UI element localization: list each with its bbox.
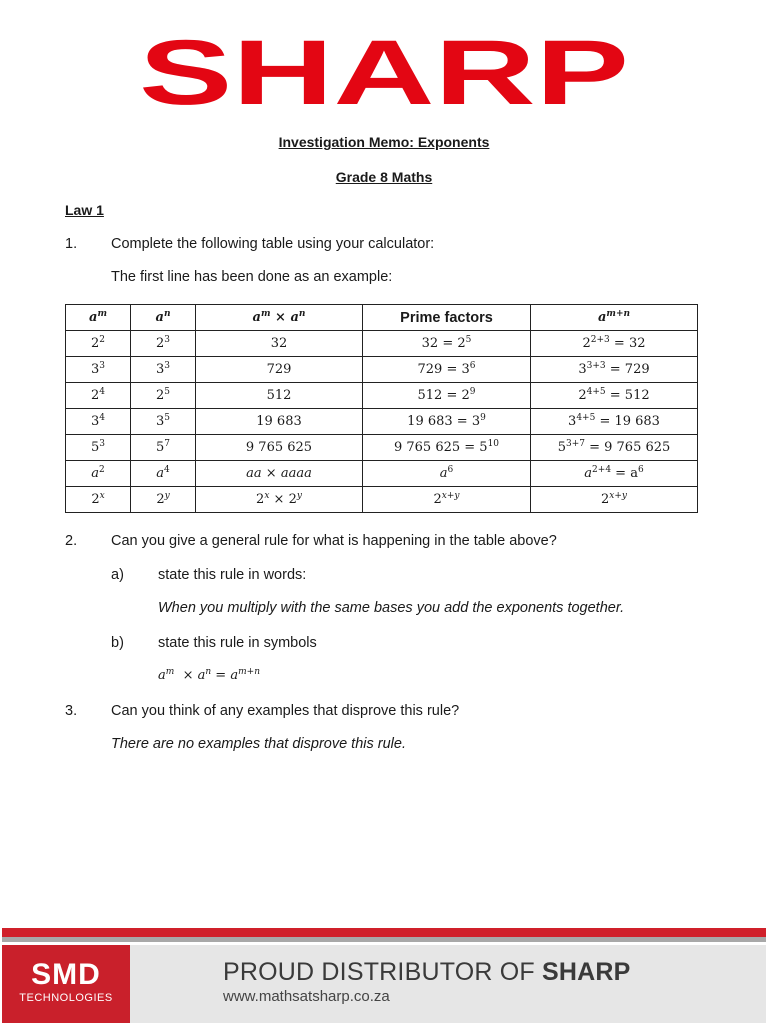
- law-heading: Law 1: [65, 202, 104, 218]
- sharp-logo: [0, 38, 768, 118]
- cell-an: $3^5$: [131, 409, 196, 435]
- q2a-answer: When you multiply with the same bases you add the exponents together.: [158, 600, 625, 616]
- cell-an: $3^3$: [131, 357, 196, 383]
- table-row: [66, 357, 698, 383]
- cell-product: 9 765 625: [196, 435, 363, 461]
- q2a-label: a): [111, 567, 124, 583]
- q1-text: Complete the following table using your calculator:: [111, 236, 435, 252]
- q1-number: 1.: [65, 236, 78, 252]
- q3-answer: There are no examples that disprove this rule.: [111, 736, 406, 752]
- exponent-table: [65, 304, 698, 513]
- table-row: [66, 435, 698, 461]
- table-header-row: [66, 305, 698, 331]
- cell-prime-factors: $2^{x+y}$: [363, 487, 531, 513]
- cell-product: 19 683: [196, 409, 363, 435]
- cell-am: $5^3$: [66, 435, 131, 461]
- q2-text: Can you give a general rule for what is happening in the table above?: [111, 533, 557, 549]
- header-am-plus-n: $a^{m+n}$: [531, 305, 698, 331]
- cell-sum: $3^{4+5} = 19$ 683: [531, 409, 698, 435]
- table-row: [66, 383, 698, 409]
- q3-text: Can you think of any examples that disprove this rule?: [111, 703, 460, 719]
- cell-am: $a^2$: [66, 461, 131, 487]
- smd-logo: [2, 945, 130, 1023]
- cell-product: 32: [196, 331, 363, 357]
- cell-an: $2^3$: [131, 331, 196, 357]
- page-subtitle: Grade 8 Maths: [335, 169, 433, 185]
- cell-an: $a^4$: [131, 461, 196, 487]
- sharp-logo-text: SHARP: [139, 38, 629, 110]
- cell-am: $3^3$: [66, 357, 131, 383]
- cell-prime-factors: $512 = 2^9$: [363, 383, 531, 409]
- q1-note: The first line has been done as an example:: [111, 269, 393, 285]
- q2b-text: state this rule in symbols: [158, 635, 317, 651]
- header-an: $a^n$: [131, 305, 196, 331]
- distributor-brand: SHARP: [542, 958, 631, 986]
- cell-am: 2$^x$: [66, 487, 131, 513]
- cell-am: $2^4$: [66, 383, 131, 409]
- header-am-times-an: $a^m \times a^n$: [196, 305, 363, 331]
- table-row: [66, 409, 698, 435]
- q2a-text: state this rule in words:: [158, 567, 307, 583]
- cell-prime-factors: $a^6$: [363, 461, 531, 487]
- header-prime-factors: Prime factors: [363, 305, 531, 331]
- footer-grey-bar: [2, 937, 766, 942]
- website-link[interactable]: www.mathsatsharp.co.za: [223, 988, 390, 1005]
- cell-prime-factors: $729 = 3^6$: [363, 357, 531, 383]
- cell-prime-factors: 19 $683 = 3^9$: [363, 409, 531, 435]
- cell-sum: $2^{x+y}$: [531, 487, 698, 513]
- smd-logo-subtitle: TECHNOLOGIES: [19, 992, 113, 1004]
- cell-product: $2^x \times 2^y$: [196, 487, 363, 513]
- rule-formula: $a^m \times a^n = a^{m+n}$: [158, 667, 260, 683]
- cell-am: $2^2$: [66, 331, 131, 357]
- cell-sum: $3^{3+3} = 729$: [531, 357, 698, 383]
- cell-product: 512: [196, 383, 363, 409]
- cell-sum: $2^{2+3} = 32$: [531, 331, 698, 357]
- table-row: [66, 461, 698, 487]
- q2-number: 2.: [65, 533, 78, 549]
- cell-sum: $5^{3+7} = 9$ 765 625: [531, 435, 698, 461]
- cell-sum: $a^{2+4} = a^6$: [531, 461, 698, 487]
- cell-an: 2$^y$: [131, 487, 196, 513]
- table-row: [66, 331, 698, 357]
- page-title: Investigation Memo: Exponents: [278, 134, 490, 150]
- q2b-label: b): [111, 635, 124, 651]
- smd-logo-text: SMD: [31, 958, 101, 991]
- cell-prime-factors: 9 765 $625 = 5^{10}$: [363, 435, 531, 461]
- footer-red-bar: [2, 928, 766, 937]
- cell-product: aa × aaaa: [196, 461, 363, 487]
- cell-product: 729: [196, 357, 363, 383]
- q3-number: 3.: [65, 703, 78, 719]
- header-am: $a^m$: [66, 305, 131, 331]
- cell-an: $5^7$: [131, 435, 196, 461]
- cell-an: $2^5$: [131, 383, 196, 409]
- cell-prime-factors: $32 = 2^5$: [363, 331, 531, 357]
- cell-am: $3^4$: [66, 409, 131, 435]
- distributor-text: PROUD DISTRIBUTOR OF SHARP: [223, 958, 631, 986]
- table-row: [66, 487, 698, 513]
- cell-sum: $2^{4+5} = 512$: [531, 383, 698, 409]
